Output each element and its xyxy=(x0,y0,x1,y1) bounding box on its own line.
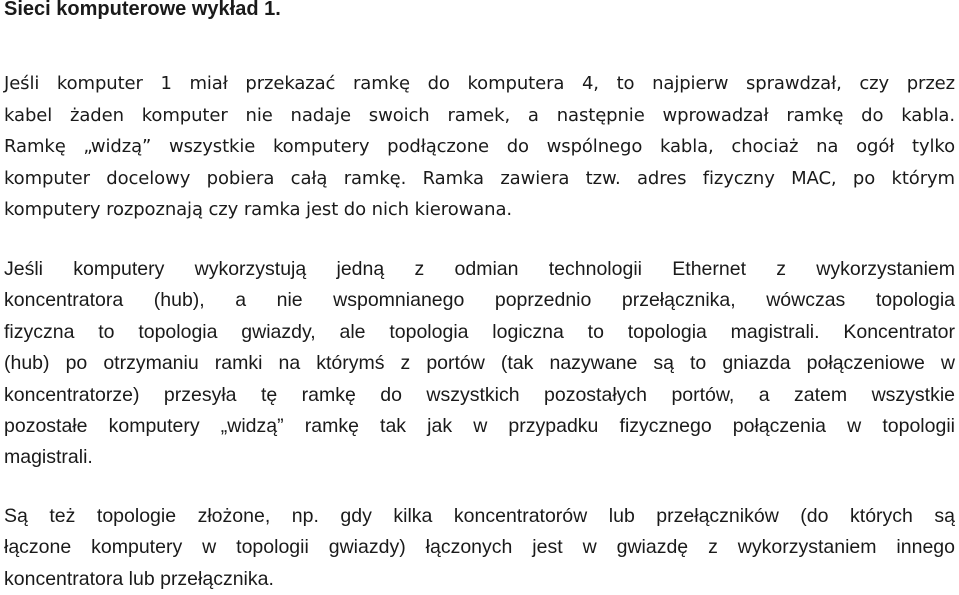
paragraph-line: Ramkę „widzą” wszystkie komputery podłączone do wspólnego kabla, chociaż na ogół tylko xyxy=(4,136,955,157)
paragraph-line: Są też topologie złożone, np. gdy kilka koncentratorów lub przełączników (do których są xyxy=(4,505,955,527)
paragraph-line: kabel żaden komputer nie nadaje swoich ramek, a następnie wprowadzał ramkę do kabla. xyxy=(4,104,955,126)
paragraph-line: Jeśli komputery wykorzystują jedną z odmian technologii Ethernet z wykorzystaniem xyxy=(4,258,955,280)
paragraph-1 xyxy=(4,68,955,226)
paragraph-3 xyxy=(4,501,955,595)
paragraph-line: koncentratorze) przesyła tę ramkę do wszystkich pozostałych portów, a zatem wszystkie xyxy=(4,383,955,406)
paragraph-line: koncentratora lub przełącznika. xyxy=(4,567,274,590)
paragraph-line: łączone komputery w topologii gwiazdy) łączonych jest w gwiazdę z wykorzystaniem innego xyxy=(4,536,955,559)
paragraph-line: fizyczna to topologia gwiazdy, ale topologia logiczna to topologia magistrali. Koncentrator xyxy=(4,320,955,343)
paragraph-line: pozostałe komputery „widzą” ramkę tak jak w przypadku fizycznego połączenia w topologii xyxy=(4,415,955,438)
paragraph-line: (hub) po otrzymaniu ramki na którymś z portów (tak nazywane są to gniazda połączeniowe w xyxy=(4,352,955,375)
paragraph-line: magistrali. xyxy=(4,446,93,469)
paragraph-2 xyxy=(4,254,955,474)
paragraph-line: koncentratora (hub), a nie wspomnianego poprzednio przełącznika, wówczas topologia xyxy=(4,289,955,312)
paragraph-line: Jeśli komputer 1 miał przekazać ramkę do komputera 4, to najpierw sprawdzał, czy przez xyxy=(4,73,955,94)
paragraph-line: komputer docelowy pobiera całą ramkę. Ramka zawiera tzw. adres fizyczny MAC, po którym xyxy=(4,167,955,189)
document-title: Sieci komputerowe wykład 1. xyxy=(4,0,281,20)
paragraph-line: komputery rozpoznają czy ramka jest do nich kierowana. xyxy=(4,199,513,220)
